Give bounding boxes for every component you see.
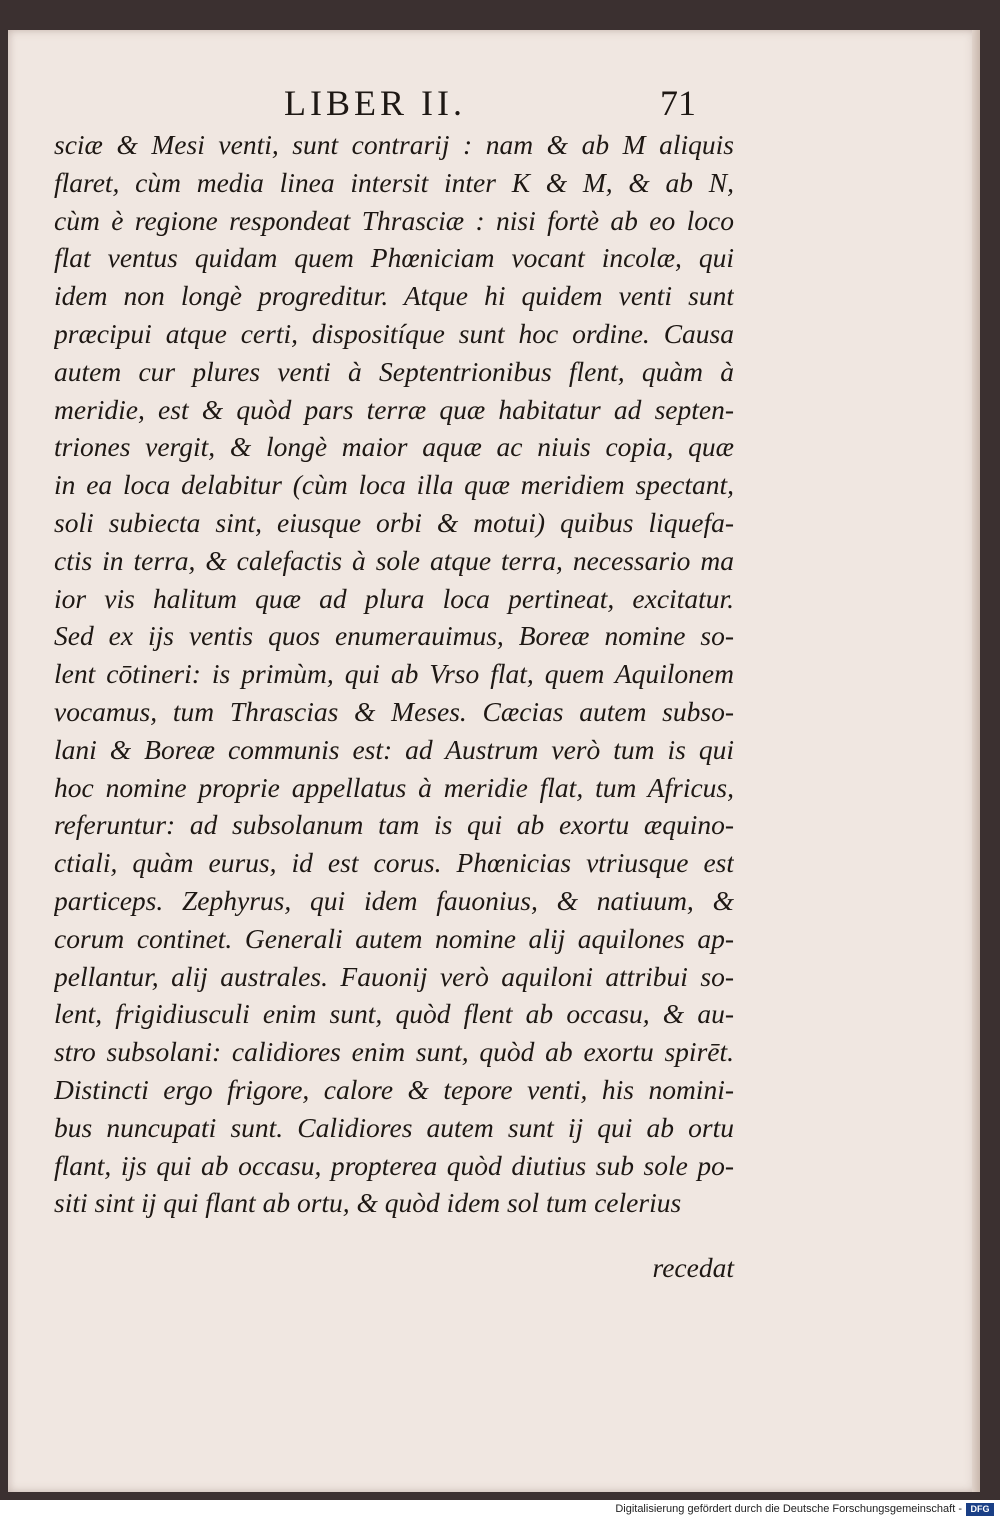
text-line: referuntur: ad subsolanum tam is qui ab exortu æquino- [54, 809, 734, 841]
funding-credit: Digitalisierung gefördert durch die Deutsche Forschungsgemeinschaft - [615, 1503, 962, 1515]
text-line: hoc nomine proprie appellatus à meridie flat, tum Africus, [54, 771, 734, 803]
text-line: præcipui atque certi, dispositíque sunt hoc ordine. Causa [54, 317, 734, 349]
text-line: sciæ & Mesi venti, sunt contrarij : nam & ab M aliquis [54, 129, 734, 160]
footer-bar [0, 1500, 1000, 1520]
text-line: Distincti ergo frigore, calore & tepore venti, his nomini- [54, 1073, 734, 1105]
text-line: stro subsolani: calidiores enim sunt, quòd ab exortu spirēt. [54, 1036, 734, 1068]
text-line: lent, frigidiusculi enim sunt, quòd flent ab occasu, & au- [54, 998, 734, 1030]
text-line: lani & Boreæ communis est: ad Austrum verò tum is qui [54, 733, 734, 765]
running-title: LIBER II. [284, 83, 466, 123]
text-line: flant, ijs qui ab occasu, propterea quòd diutius sub sole po- [54, 1149, 734, 1181]
text-line: ior vis halitum quæ ad plura loca pertineat, excitatur. [54, 582, 734, 614]
text-line: lent cōtineri: is primùm, qui ab Vrso flat, quem Aquilonem [54, 658, 734, 690]
text-line: pellantur, alij australes. Fauonij verò aquiloni attribui so- [54, 960, 734, 992]
text-line: siti sint ij qui flant ab ortu, & quòd idem sol tum celerius [54, 1187, 682, 1219]
text-line: triones vergit, & longè maior aquæ ac niuis copia, quæ [54, 431, 734, 463]
text-line: ctiali, quàm eurus, id est corus. Phœnicias vtriusque est [54, 847, 734, 879]
text-line: flaret, cùm media linea intersit inter K & M, & ab N, [54, 166, 734, 198]
page-edge [972, 30, 980, 1492]
text-line: idem non longè progreditur. Atque hi quidem venti sunt [54, 280, 734, 312]
text-line: cùm è regione respondeat Thrasciæ : nisi fortè ab eo loco [54, 204, 734, 236]
dfg-logo-icon: DFG [966, 1503, 994, 1516]
running-head [8, 82, 980, 132]
book-page [8, 30, 980, 1492]
text-line: corum continet. Generali autem nomine alij aquilones ap- [54, 922, 734, 954]
text-line: autem cur plures venti à Septentrionibus flent, quàm à [54, 355, 734, 387]
text-line: bus nuncupati sunt. Calidiores autem sunt ij qui ab ortu [54, 1111, 734, 1143]
text-line: meridie, est & quòd pars terræ quæ habitatur ad septen- [54, 393, 734, 425]
text-line: soli subiecta sint, eiusque orbi & motui) quibus liquefa- [54, 506, 734, 538]
text-line: in ea loca delabitur (cùm loca illa quæ meridiem spectant, [54, 469, 734, 501]
text-line: flat ventus quidam quem Phœniciam vocant incolæ, qui [54, 242, 734, 274]
text-line: particeps. Zephyrus, qui idem fauonius, & natiuum, & [54, 884, 734, 916]
text-line: vocamus, tum Thrascias & Meses. Cæcias autem subso- [54, 695, 734, 727]
text-line: Sed ex ijs ventis quos enumerauimus, Boreæ nomine so- [54, 620, 734, 652]
text-line: ctis in terra, & calefactis à sole atque terra, necessario ma [54, 544, 734, 576]
page-number: 71 [660, 83, 696, 123]
catchword: recedat [652, 1252, 734, 1283]
body-text [54, 126, 734, 1222]
